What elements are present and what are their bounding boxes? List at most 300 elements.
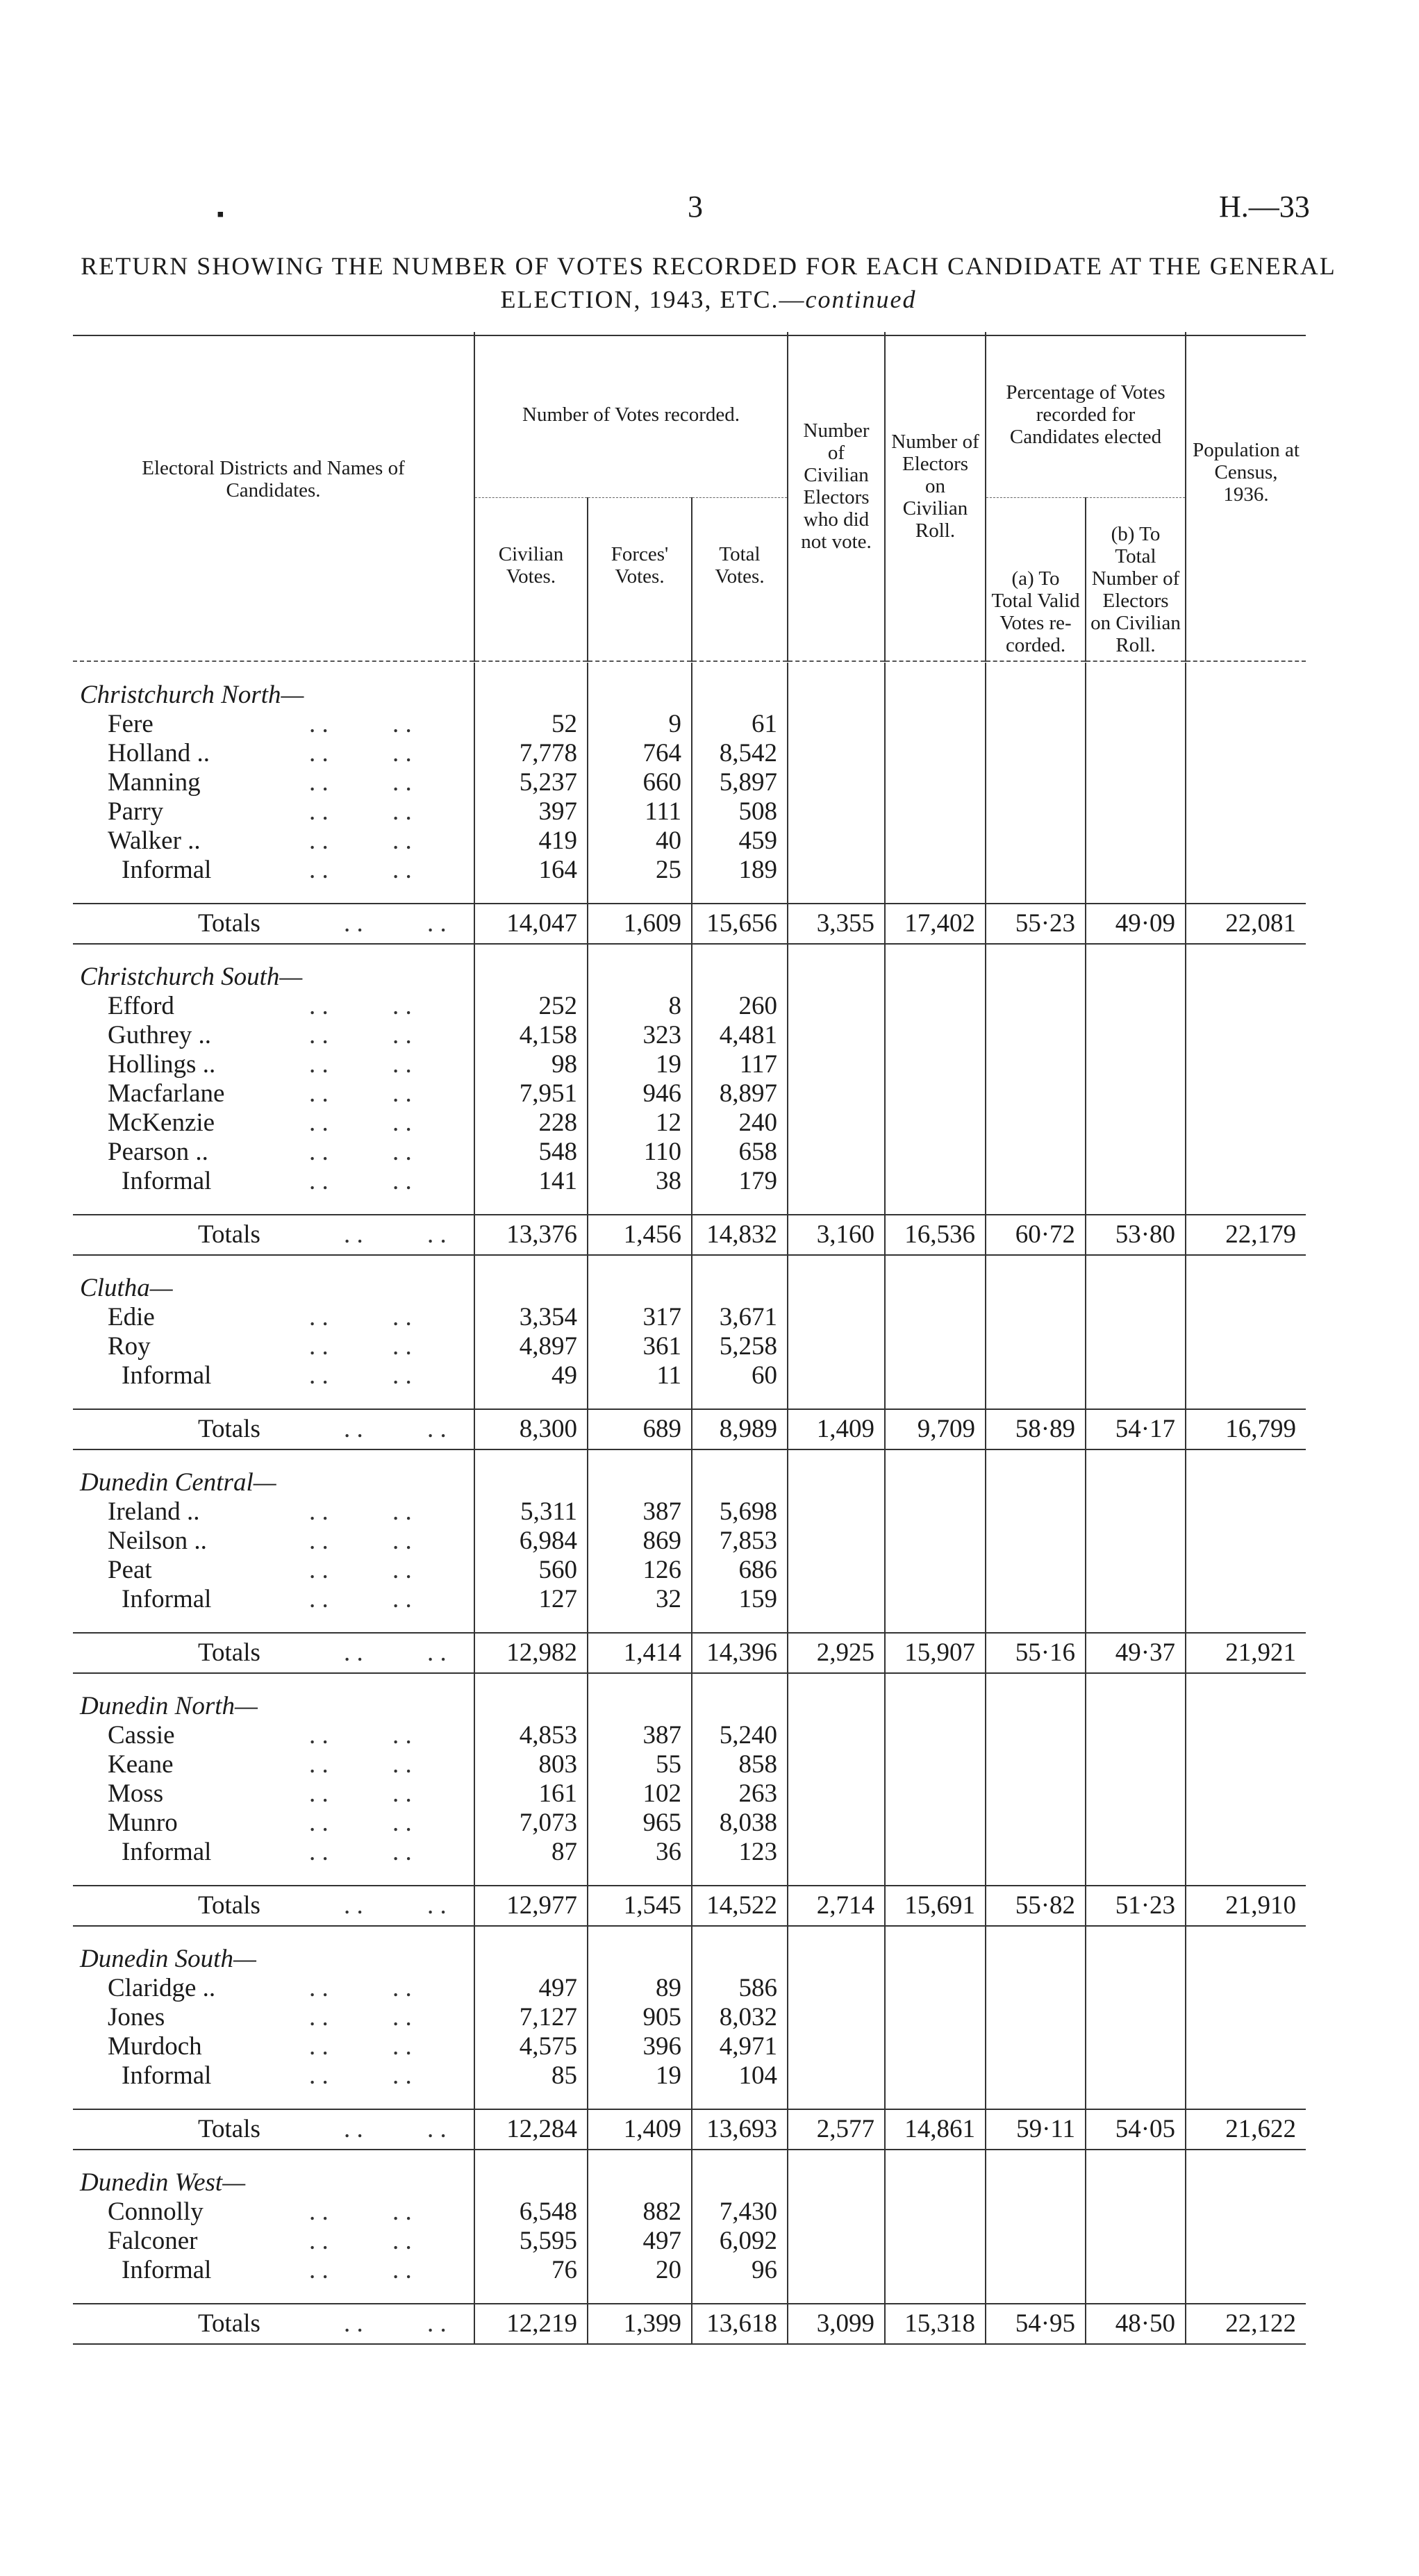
empty-cell — [986, 1021, 1086, 1050]
civilian-votes: 228 — [474, 1108, 588, 1138]
leader-dots: . . — [392, 1079, 412, 1108]
candidate-row — [73, 797, 1306, 826]
candidate-name: Holland .. — [108, 739, 210, 767]
spacer-row — [73, 1196, 1306, 1215]
candidate-name: Informal — [122, 1167, 212, 1195]
empty-cell — [986, 739, 1086, 768]
empty-cell — [986, 2197, 1086, 2227]
leader-dots: . . — [392, 1050, 412, 1079]
empty-cell — [692, 1449, 788, 1468]
candidate-name: McKenzie — [108, 1108, 215, 1137]
empty-cell — [885, 1390, 986, 1409]
empty-cell — [1086, 1196, 1186, 1215]
candidate-row — [73, 1750, 1306, 1779]
totals-pct-b: 54·05 — [1086, 2109, 1186, 2150]
col-header-votes-group: Number of Votes recorded. — [474, 332, 788, 497]
empty-cell — [1186, 1274, 1306, 1303]
leader-dots: . . — [309, 2061, 329, 2090]
forces-votes: 38 — [588, 1167, 692, 1196]
empty-cell — [588, 944, 692, 963]
leader-dots: . . — [309, 1809, 329, 1837]
total-votes: 8,038 — [692, 1809, 788, 1838]
candidate-name: Hollings .. — [108, 1050, 216, 1079]
empty-cell — [474, 885, 588, 904]
empty-cell — [1086, 1750, 1186, 1779]
empty-cell — [788, 2150, 885, 2168]
empty-cell — [1086, 1050, 1186, 1079]
empty-cell — [788, 1390, 885, 1409]
leader-dots: . . — [392, 797, 412, 826]
empty-cell — [1086, 2197, 1186, 2227]
totals-population: 16,799 — [1186, 1409, 1306, 1449]
leader-dots: . . — [309, 856, 329, 884]
leader-dots: . . — [392, 710, 412, 738]
empty-cell — [986, 1692, 1086, 1721]
empty-cell — [986, 826, 1086, 856]
civilian-votes: 7,951 — [474, 1079, 588, 1108]
empty-cell — [588, 963, 692, 992]
totals-row — [73, 1409, 1306, 1449]
totals-population: 22,179 — [1186, 1215, 1306, 1255]
leader-dots: . . — [309, 2227, 329, 2255]
table-body — [73, 663, 1306, 2344]
civilian-votes: 803 — [474, 1750, 588, 1779]
totals-civilian: 8,300 — [474, 1409, 588, 1449]
civilian-votes: 7,778 — [474, 739, 588, 768]
totals-total: 14,396 — [692, 1633, 788, 1673]
candidate-row — [73, 1050, 1306, 1079]
leader-dots: . . — [427, 2309, 447, 2338]
candidate-label-cell — [73, 1050, 474, 1079]
empty-cell — [692, 1867, 788, 1886]
leader-dots: . . — [309, 1361, 329, 1390]
empty-cell — [1086, 1838, 1186, 1867]
empty-cell — [986, 1809, 1086, 1838]
candidate-label-cell — [73, 1750, 474, 1779]
candidate-label-cell — [73, 1556, 474, 1585]
civilian-votes: 5,237 — [474, 768, 588, 797]
empty-cell — [986, 1779, 1086, 1809]
empty-cell — [588, 1692, 692, 1721]
empty-cell — [588, 2150, 692, 2168]
empty-cell — [1186, 1556, 1306, 1585]
civilian-votes: 397 — [474, 797, 588, 826]
candidate-label-cell — [73, 2227, 474, 2256]
totals-forces: 1,399 — [588, 2304, 692, 2344]
candidate-name: Edie — [108, 1303, 155, 1331]
forces-votes: 55 — [588, 1750, 692, 1779]
totals-pct-a: 55·82 — [986, 1886, 1086, 1926]
empty-cell — [885, 1556, 986, 1585]
candidate-label-cell — [73, 2003, 474, 2032]
civilian-votes: 161 — [474, 1779, 588, 1809]
candidate-row — [73, 992, 1306, 1021]
empty-cell — [788, 963, 885, 992]
table-title-continued: continued — [805, 285, 917, 313]
candidate-name: Informal — [122, 856, 212, 884]
empty-cell — [1086, 1167, 1186, 1196]
empty-cell — [588, 1449, 692, 1468]
empty-cell — [986, 1527, 1086, 1556]
leader-dots: . . — [309, 768, 329, 797]
spacer-row — [73, 1673, 1306, 1692]
spacer-row — [73, 2150, 1306, 2168]
civilian-votes: 127 — [474, 1585, 588, 1614]
empty-cell — [885, 856, 986, 885]
totals-total: 8,989 — [692, 1409, 788, 1449]
empty-cell — [1086, 739, 1186, 768]
empty-cell — [1086, 2003, 1186, 2032]
total-votes: 8,032 — [692, 2003, 788, 2032]
totals-pct-a: 55·16 — [986, 1633, 1086, 1673]
empty-cell — [788, 768, 885, 797]
empty-cell — [986, 1926, 1086, 1945]
empty-cell — [474, 1673, 588, 1692]
empty-cell — [1186, 1255, 1306, 1274]
candidate-row — [73, 2003, 1306, 2032]
total-votes: 179 — [692, 1167, 788, 1196]
candidate-name: Walker .. — [108, 826, 201, 855]
empty-cell — [788, 1196, 885, 1215]
totals-non-voters: 3,160 — [788, 1215, 885, 1255]
civilian-votes: 87 — [474, 1838, 588, 1867]
col-header-civilian: Civilian Votes. — [474, 497, 588, 661]
empty-cell — [986, 2227, 1086, 2256]
empty-cell — [1086, 992, 1186, 1021]
leader-dots: . . — [427, 1415, 447, 1443]
leader-dots: . . — [392, 1497, 412, 1526]
leader-dots: . . — [309, 1079, 329, 1108]
empty-cell — [788, 1497, 885, 1527]
empty-cell — [788, 1867, 885, 1886]
candidate-name: Keane — [108, 1750, 174, 1779]
candidate-row — [73, 2197, 1306, 2227]
district-name: Dunedin West— — [73, 2168, 474, 2197]
candidate-label-cell — [73, 1108, 474, 1138]
empty-cell — [1086, 1779, 1186, 1809]
empty-cell — [885, 2285, 986, 2304]
candidate-row — [73, 1974, 1306, 2003]
totals-pct-a: 58·89 — [986, 1409, 1086, 1449]
totals-forces: 1,545 — [588, 1886, 692, 1926]
total-votes: 7,853 — [692, 1527, 788, 1556]
total-votes: 4,971 — [692, 2032, 788, 2061]
leader-dots: . . — [392, 1779, 412, 1808]
empty-cell — [885, 681, 986, 710]
leader-dots: . . — [309, 1050, 329, 1079]
empty-cell — [986, 1050, 1086, 1079]
empty-cell — [788, 1838, 885, 1867]
totals-non-voters: 3,355 — [788, 904, 885, 944]
empty-cell — [588, 885, 692, 904]
candidate-label-cell — [73, 992, 474, 1021]
candidate-label-cell — [73, 1138, 474, 1167]
empty-cell — [885, 1361, 986, 1390]
empty-cell — [1086, 1138, 1186, 1167]
civilian-votes: 4,158 — [474, 1021, 588, 1050]
empty-cell — [474, 944, 588, 963]
empty-cell — [1086, 1721, 1186, 1750]
empty-cell — [885, 1673, 986, 1692]
candidate-name: Roy — [108, 1332, 151, 1361]
empty-cell — [588, 1945, 692, 1974]
forces-votes: 323 — [588, 1021, 692, 1050]
empty-cell — [986, 2285, 1086, 2304]
empty-cell — [986, 681, 1086, 710]
totals-non-voters: 2,714 — [788, 1886, 885, 1926]
col-header-population: Population at Census, 1936. — [1193, 438, 1300, 506]
empty-cell — [474, 1867, 588, 1886]
corner-mark: ▪ — [217, 203, 224, 226]
candidate-name: Informal — [122, 2256, 212, 2284]
empty-cell — [692, 1255, 788, 1274]
totals-total: 14,832 — [692, 1215, 788, 1255]
spacer-cell — [73, 1614, 474, 1633]
empty-cell — [885, 1527, 986, 1556]
empty-cell — [1086, 768, 1186, 797]
empty-cell — [788, 681, 885, 710]
empty-cell — [885, 710, 986, 739]
leader-dots: . . — [392, 1556, 412, 1584]
empty-cell — [986, 1867, 1086, 1886]
district-row — [73, 681, 1306, 710]
candidate-row — [73, 1021, 1306, 1050]
candidate-row — [73, 1809, 1306, 1838]
empty-cell — [588, 1614, 692, 1633]
leader-dots: . . — [392, 2061, 412, 2090]
empty-cell — [1086, 1673, 1186, 1692]
empty-cell — [885, 1332, 986, 1361]
empty-cell — [692, 1274, 788, 1303]
candidate-label-cell — [73, 1332, 474, 1361]
col-header-pct-b: (b) To Total Number of Electors on Civilian Roll. — [1086, 497, 1186, 661]
forces-votes: 126 — [588, 1556, 692, 1585]
spacer-row — [73, 885, 1306, 904]
empty-cell — [1186, 1585, 1306, 1614]
civilian-votes: 141 — [474, 1167, 588, 1196]
leader-dots: . . — [309, 1585, 329, 1613]
spacer-row — [73, 663, 1306, 681]
empty-cell — [1186, 1108, 1306, 1138]
empty-cell — [474, 1449, 588, 1468]
candidate-row — [73, 1721, 1306, 1750]
total-votes: 260 — [692, 992, 788, 1021]
empty-cell — [1086, 1332, 1186, 1361]
leader-dots: . . — [392, 739, 412, 767]
empty-cell — [1186, 1021, 1306, 1050]
forces-votes: 102 — [588, 1779, 692, 1809]
empty-cell — [1186, 1303, 1306, 1332]
empty-cell — [1086, 1945, 1186, 1974]
candidate-name: Fere — [108, 710, 153, 738]
district-row — [73, 1468, 1306, 1497]
civilian-votes: 252 — [474, 992, 588, 1021]
empty-cell — [788, 797, 885, 826]
empty-cell — [788, 1468, 885, 1497]
forces-votes: 946 — [588, 1079, 692, 1108]
empty-cell — [788, 1138, 885, 1167]
forces-votes: 19 — [588, 2061, 692, 2091]
spacer-row — [73, 1867, 1306, 1886]
empty-cell — [1186, 1809, 1306, 1838]
empty-cell — [885, 1692, 986, 1721]
empty-cell — [1186, 739, 1306, 768]
empty-cell — [1086, 944, 1186, 963]
empty-cell — [692, 1945, 788, 1974]
total-votes: 686 — [692, 1556, 788, 1585]
totals-label-cell — [73, 1215, 474, 1255]
civilian-votes: 4,575 — [474, 2032, 588, 2061]
candidate-name: Peat — [108, 1556, 152, 1584]
empty-cell — [788, 2197, 885, 2227]
empty-cell — [885, 1138, 986, 1167]
civilian-votes: 497 — [474, 1974, 588, 2003]
forces-votes: 764 — [588, 739, 692, 768]
empty-cell — [885, 1809, 986, 1838]
leader-dots: . . — [392, 1138, 412, 1166]
empty-cell — [474, 1926, 588, 1945]
empty-cell — [788, 1556, 885, 1585]
empty-cell — [986, 797, 1086, 826]
empty-cell — [788, 1449, 885, 1468]
empty-cell — [692, 1196, 788, 1215]
district-row — [73, 2168, 1306, 2197]
forces-votes: 869 — [588, 1527, 692, 1556]
leader-dots: . . — [392, 1361, 412, 1390]
empty-cell — [1186, 944, 1306, 963]
empty-cell — [885, 1303, 986, 1332]
empty-cell — [986, 1838, 1086, 1867]
spacer-cell — [73, 1867, 474, 1886]
candidate-row — [73, 710, 1306, 739]
empty-cell — [885, 1021, 986, 1050]
empty-cell — [986, 1673, 1086, 1692]
forces-votes: 396 — [588, 2032, 692, 2061]
totals-population: 22,122 — [1186, 2304, 1306, 2344]
leader-dots: . . — [344, 1638, 363, 1667]
civilian-votes: 4,897 — [474, 1332, 588, 1361]
spacer-cell — [73, 944, 474, 963]
empty-cell — [986, 856, 1086, 885]
leader-dots: . . — [309, 739, 329, 767]
leader-dots: . . — [344, 2115, 363, 2143]
empty-cell — [788, 1945, 885, 1974]
candidate-label-cell — [73, 1779, 474, 1809]
empty-cell — [1186, 1138, 1306, 1167]
empty-cell — [986, 1614, 1086, 1633]
empty-cell — [788, 1809, 885, 1838]
forces-votes: 32 — [588, 1585, 692, 1614]
empty-cell — [788, 1079, 885, 1108]
empty-cell — [986, 1497, 1086, 1527]
empty-cell — [885, 2003, 986, 2032]
leader-dots: . . — [427, 1638, 447, 1667]
col-header-non-voters: Number of Civilian Electors who did not vote. — [788, 332, 885, 661]
empty-cell — [1186, 2003, 1306, 2032]
civilian-votes: 85 — [474, 2061, 588, 2091]
leader-dots: . . — [392, 856, 412, 884]
totals-row — [73, 2109, 1306, 2150]
leader-dots: . . — [309, 992, 329, 1020]
candidate-row — [73, 1556, 1306, 1585]
empty-cell — [474, 1945, 588, 1974]
empty-cell — [1086, 1021, 1186, 1050]
total-votes: 8,542 — [692, 739, 788, 768]
total-votes: 189 — [692, 856, 788, 885]
empty-cell — [788, 1255, 885, 1274]
candidate-name: Macfarlane — [108, 1079, 225, 1108]
empty-cell — [692, 1468, 788, 1497]
candidate-row — [73, 768, 1306, 797]
total-votes: 7,430 — [692, 2197, 788, 2227]
leader-dots: . . — [309, 1167, 329, 1195]
col-header-district: Electoral Districts and Names of Candidates. — [73, 332, 474, 661]
forces-votes: 12 — [588, 1108, 692, 1138]
empty-cell — [1186, 826, 1306, 856]
empty-cell — [1086, 1449, 1186, 1468]
candidate-name: Manning — [108, 768, 201, 797]
totals-population: 21,921 — [1186, 1633, 1306, 1673]
empty-cell — [588, 681, 692, 710]
total-votes: 5,698 — [692, 1497, 788, 1527]
candidate-name: Informal — [122, 1838, 212, 1866]
leader-dots: . . — [309, 2003, 329, 2031]
candidate-label-cell — [73, 1838, 474, 1867]
empty-cell — [1086, 1079, 1186, 1108]
empty-cell — [1086, 1614, 1186, 1633]
empty-cell — [885, 1050, 986, 1079]
empty-cell — [1086, 1527, 1186, 1556]
empty-cell — [986, 1167, 1086, 1196]
empty-cell — [788, 1779, 885, 1809]
totals-row — [73, 904, 1306, 944]
empty-cell — [1086, 2032, 1186, 2061]
candidate-row — [73, 2032, 1306, 2061]
empty-cell — [1086, 2061, 1186, 2091]
empty-cell — [1086, 1274, 1186, 1303]
leader-dots: . . — [309, 1974, 329, 2002]
col-header-total: Total Votes. — [692, 497, 788, 661]
empty-cell — [692, 681, 788, 710]
empty-cell — [1086, 1255, 1186, 1274]
empty-cell — [788, 2227, 885, 2256]
totals-electors: 15,318 — [885, 2304, 986, 2344]
empty-cell — [1186, 663, 1306, 681]
totals-total: 13,618 — [692, 2304, 788, 2344]
empty-cell — [885, 1167, 986, 1196]
candidate-row — [73, 1138, 1306, 1167]
empty-cell — [1086, 663, 1186, 681]
empty-cell — [788, 1332, 885, 1361]
election-return-table — [73, 332, 1306, 2345]
empty-cell — [885, 1721, 986, 1750]
civilian-votes: 6,548 — [474, 2197, 588, 2227]
civilian-votes: 7,127 — [474, 2003, 588, 2032]
empty-cell — [986, 1390, 1086, 1409]
empty-cell — [788, 1274, 885, 1303]
totals-label: Totals — [198, 2309, 260, 2338]
empty-cell — [1086, 1303, 1186, 1332]
leader-dots: . . — [344, 2309, 363, 2338]
empty-cell — [788, 2285, 885, 2304]
empty-cell — [788, 1108, 885, 1138]
leader-dots: . . — [309, 1779, 329, 1808]
leader-dots: . . — [392, 1721, 412, 1750]
empty-cell — [692, 1390, 788, 1409]
empty-cell — [1186, 2091, 1306, 2109]
empty-cell — [986, 944, 1086, 963]
spacer-cell — [73, 2150, 474, 2168]
